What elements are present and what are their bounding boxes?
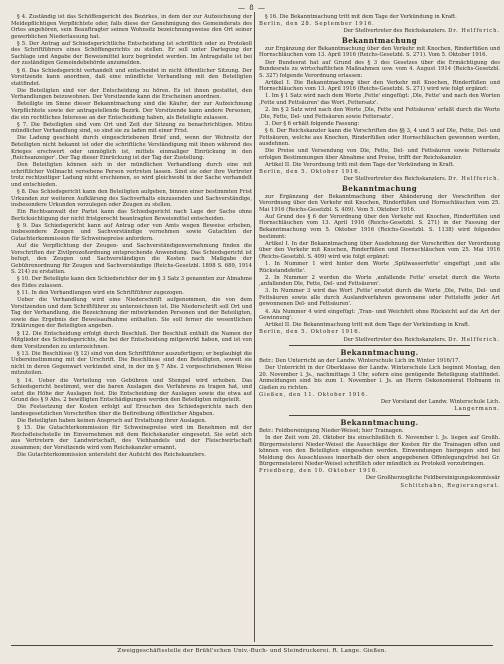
section-rule [289, 345, 470, 346]
signature [259, 337, 500, 344]
paragraph: In der Zeit vom 20. Oktober bis einschließlich 6. November l. Js. liegen auf Großh. Bürgermeisterei Nieder-Weisel die Ausschläge der Kosten für die Trainagen offen und können von den Beteiligten eingesehen werden. Einwendungen hiergegen sind bei Meldung des Ausschlusses innerhalb der oben angegebenen Offenlegungsfrist bei Gr. Bürgermeisterei Nieder-Weisel schriftlich oder mündlich zu Protokoll vorzubringen. [259, 434, 500, 468]
right-column [259, 14, 500, 640]
printer-imprint: Zweiggeschäftsstelle der Brühl'schen Univ.-Buch- und Steindruckerei. R. Lange. Gießen. [11, 645, 493, 654]
paragraph: § 16. Die Bekanntmachung tritt mit dem Tage der Verkündung in Kraft. [265, 14, 457, 20]
article: 3. In Nummer 3 wird das Wort ‚Fette' ersetzt durch die Worte ‚Dle, Fette, Del- und Fettsäuren sowie alle durch Auslandverfahren gewonnene oder Fettstoffe jeder Art gewonnenen Del- und Fettsäuren'. [259, 288, 500, 308]
paragraph: Auf die Verpflichtung der Zeugen- und Sachverständigenvernehmung finden die Vorschriften der Zivilprozeßordnung entsprechende Anwendung. Das Schiedsgericht ist befugt, den Zeugen und Sachverständigen die Kosten nach Maßgabe der Gebührenordnung für Zeugen und Sachverständige (Reichs-Gesetzbl. 1898 S. 689, 1914 S. 214) zu erstatten. [11, 243, 252, 276]
paragraph: Auf Grund des § 6 der Verordnung über den Verkehr mit Knochen, Rinderfüßen und Hornschläuchen vom 13. April 1916 (Reichs-Gesetzbl. S. 271) in der Fassung der Bekanntmachung vom 5. Oktober 1916 (Reichs-Gesetzbl. S. 1138) wird folgendes bestimmt: [259, 213, 500, 240]
column-divider [254, 12, 255, 642]
signature-name: Dr. Helfferich. [448, 336, 500, 343]
paragraph: Ueber die Verhandlung wird eine Niederschrift aufgenommen, die von dem Vorsitzenden und dem Schriftführer zu unterzeichnen ist. Die Niederschrift soll Ort und Tag der Verhandlung, die Bezeichnung der mitwirkenden Personen und der Beteiligten, sowie das Ergebnis der Beweisaufnahme enthalten. Sie soll ferner die wesentlichen Erklärungen der Beteiligten angeben. [11, 297, 252, 330]
paragraph: § 11. In den Verhandlungen wird ein Schriftführer zugezogen. [17, 290, 184, 297]
left-column [11, 14, 252, 640]
signature-office: Der Vorstand der Landw. Winterschule Lich. [380, 399, 500, 406]
place-date: Berlin, den 5. Oktober 1916. [259, 329, 362, 336]
paragraph: Der Unterricht in der Oberklasse der Landw. Winterschule Lich beginnt Montag, den 20. November l. Js., nachmittags 3 Uhr, sofern eine genügende Beteiligung stattfindet. Anmeldungen sind bis zum 1. November l. Js. an Herrn Oekonomierat Hofmann in Gießen zu richten. [259, 365, 500, 391]
article: Artikel II. Die Bekanntmachung tritt mit dem Tage der Verkündung in Kraft. [265, 322, 470, 329]
article: 1. Im § 1 Satz wird nach dem Worte ‚Fette' eingefügt: ‚Dle, Fette' und nach den Worten ‚Fette und Fettsäuren' das Wort ‚Fettersatz'. [259, 93, 500, 106]
signature [259, 28, 500, 35]
paragraph: § 14. Ueber die Verteilung von Gebühren und Stempel wird erhoben. Das Schiedsgericht bestimmt, wer die baren Auslagen des Verfahrens zu tragen hat, und setzt die Höhe der Auslagen fest. Die Entscheidung der Auslagen sowie die etwa auf Grund des § 9 Abs. 2 bewilligten Entschädigungen werden den Beteiligten mitgeteilt. [11, 377, 252, 404]
paragraph: § 8. Das Schiedsgericht kann den Beteiligten aufgeben, binnen einer bestimmten Frist Urkunden zur weiteren Aufklärung des Sachverhalts einzusenden und Sachverständige, insbesondere Urkunden vorzulegen oder Zeugen zu stellen. [11, 188, 252, 209]
place-date: Berlin, den 28. September 1916. [259, 21, 375, 28]
page-number: — 8 — [238, 4, 266, 12]
paragraph: Ein Rechtsanwalt der Partei kann das Schiedsgericht nach Lage der Sache ohne Berücksichtigung der nicht fristgerecht beantragten Beweismittel entscheiden. [11, 209, 252, 222]
announcement-heading: Bekanntmachung [341, 35, 418, 45]
announcement-heading: Bekanntmachung. [340, 417, 419, 427]
subject-line: Betr.: Den Unterricht an der Landw. Winterschule Lich im Winter 1916/17. [259, 358, 461, 365]
article: Artikel I. In der Bekanntmachung über Ausdehnung der Vorschriften der Verordnung über den Verkehr mit Knochen, Rinderfüßen und Hornschläuchen vom 25. Mai 1916 (Reichs-Gesetzbl. S. 409) wird wie folgt ergänzt: [259, 240, 500, 260]
section-rule [289, 415, 470, 416]
paragraph: § 13. Die Beschlüsse (§ 12) sind von dem Schriftführer auszufertigen; er beglaubigt die Uebereinstimmung mit der Urschrift. Die Beschlüsse sind den Beteiligten, soweit sie nicht in deren Gegenwart verkündet sind, in der im § 7 Abs. 2 vorgeschriebenen Weise mitzuteilen. [11, 350, 252, 377]
paragraph: § 12. Die Entscheidung erfolgt durch Beschluß. Der Beschluß enthält die Namen der Mitglieder des Schiedsgerichts, die bei der Entscheidung mitgewirkt haben, und ist von dem Vorsitzenden zu unterzeichnen. [11, 330, 252, 350]
place-date: Gießen, den 11. Oktober 1916. [259, 392, 369, 398]
paragraph: Beteiligte im Sinne dieser Bekanntmachung sind die Käufer, der zur Aufzeichnung Verpflichtete sowie der antragstellende Bezirk. Der Vorsitzende kann andere Personen, die ein rechtliches Interesse an der Entscheidung haben, als Beteiligte zulassen. [11, 101, 252, 121]
announcement-intro: zur Ergänzung der Bekanntmachung über den Verkehr mit Knochen, Rinderfüßen und Hornschläuchen vom 13. April 1916 (Reichs-Gesetzbl. S. 271). Vom 5. Oktober 1916. [259, 45, 500, 59]
article: 2. Im § 2 Satz wird nach den Worte ‚Dle, Fette und Fettsäuren' erfaßt durch die Worte ‚Dle, Fette, Del- und Fettsäuren sowie Fettersatz'. [259, 107, 500, 120]
subject-line: Betr.: Feldbereinigung Nieder-Weisel; hier Trainagen. [259, 427, 404, 434]
paragraph: § 10. Der Beteiligte kann den Schiedsrichter der im § 3 Satz 3 genannten zur Abnahme des Eides zulassen. [11, 276, 252, 289]
article: § 6. Der Reichskanzler kann die Vorschriften des §§ 3, 4 und 5 auf Dle, Fette, Del- und Fettsäuren, welche aus Knochen, Rinderfüßen oder Hornschläuchen gewonnen werden, ausdehnen. [259, 127, 500, 148]
paragraph: Die Festsetzung der Kosten erfolgt auf Ersuchen des Schiedsgerichts nach den landesgesetzlichen Vorschriften über die Beitreibung öffentlicher Abgaben. [11, 404, 252, 417]
signature [259, 176, 500, 183]
paragraph: § 7. Die Beteiligten sind vom Ort und Zeit der Sitzung zu benachrichtigen. Mitzu mündlicher Verhandlung sind, so sind sie zu laden mit einer Frist. [11, 121, 252, 135]
paragraph: § 4. Zuständig ist das Schöffengericht des Bezirkes, in dem der zur Aufzeichnung der Meldepflichtigen Verpflichtete oder, falls diese der Genehmigung des Gemeinderats des Ortes angehören, sein Beauftragter seinen Wohnsitz bezeichnungsweise den Ort seiner gewerblichen Niederlassung hat. [11, 14, 252, 40]
signature-office: Der Stellvertreter des Reichskanzlers. [343, 176, 447, 183]
announcement-heading: Bekanntmachung. [340, 348, 419, 358]
signature-office: Der Großherzogliche Feldbereinigungskommissär [365, 475, 500, 482]
paragraph: Die Beteiligten sind vor der Entscheidung zu hören. Es ist ihnen gestattet, den Verhandlungen beizuwohnen. Der Vorsitzende kann die Erscheinen anordnen. [11, 87, 252, 101]
article: Artikel II. Die Verordnung tritt mit dem Tage der Verkündung in Kraft. [265, 161, 455, 168]
paragraph: § 6. Das Schiedsgericht verhandelt und entscheidet in nicht öffentlicher Sitzung. Der Vorsitzende kann anordnen, daß eine mündliche Verhandlung mit den Beteiligten stattfindet. [11, 67, 252, 87]
signature-office: Der Stellvertreter des Reichskanzlers. [343, 336, 447, 343]
article: 4. Als Nummer 4 wird eingefügt: ‚Tran- und Weichfett ohne Rücksicht auf die Art der Gewinnung'. [259, 308, 500, 322]
article: 2. In Nummer 2 werden die Worte ‚anfallende Fette' ersetzt durch die Worte ‚anfallenden Dle, Fette, Del- und Fettsäuren'. [259, 274, 500, 288]
paragraph: § 5. Der Antrag auf Schiedsgerichtliche Entscheidung ist schriftlich oder zu Protokoll des Schriftführers eines Schöffengerichts zu stellen. Er soll unter Darlegung der Sachlage und Angabe der Beweismittel kurz begründet werden. Im Antragsfalle ist bei der zuständigen Gemeindebehörde anzumelden. [11, 40, 252, 67]
signature-name: Langermann. [454, 406, 500, 413]
paragraph: Die Ladung geschieht durch eingeschriebenen Brief und, wenn der Wohnsitz der Beteiligten nicht bekannt ist oder die schriftliche Verständigung mit ihnen während des Krieges erschwert oder unmöglich ist, mittels einmaliger Einrückung in den ‚Reichsanzeiger'. Der Tag dieser Einrückung ist der Tag der Zustellung. [11, 135, 252, 162]
article: 1. In Nummer 1 wird hinter dem Worte ‚Spülwasserfette' eingefügt ‚und alle Rückstandsfette'. [259, 260, 500, 274]
article: 3. Der § 6 erhält folgende Fassung: [265, 120, 360, 127]
paragraph: Der Bundesrat hat auf Grund des § 3 des Gesetzes über die Ermächtigung des Bundesrats zu wirtschaftlichen Maßnahmen usw. vom 4. August 1914 (Reichs-Gesetzbl. S. 327) folgende Verordnung erlassen: [259, 59, 500, 79]
announcement-heading: Bekanntmachung [341, 183, 418, 193]
article: Die Preise und Versendung von Dle, Fette, Del- und Fettsäuren sowie Fettersatz erfolgen Bestimmungen über Abnahme und Preise, trifft der Reichskanzler. [259, 148, 500, 161]
article: Artikel I. Die Bekanntmachung über den Verkehr mit Knochen, Rinderfüßen und Hornschläuchen vom 13. April 1916 (Reichs-Gesetzbl. S. 271) wird wie folgt ergänzt: [259, 79, 500, 93]
signature-name: Dr. Helfferich. [448, 176, 500, 183]
place-date: Friedberg, den 10. Oktober 1916. [259, 468, 379, 475]
paragraph: Die Beteiligten haben keinen Anspruch auf Erstattung ihrer Auslagen. [17, 418, 207, 425]
signature-name: Schlitzhahn, Regierungsrat. [400, 482, 500, 489]
paragraph: § 9. Das Schiedsgericht kann auf Antrag oder von Amts wegen Beweise erheben, insbesondere Zeugen und Sachverständige vernehmen sowie Gutachten der Gutachterkommission für Schweinepreise anfordern. [11, 222, 252, 242]
paragraph: Den Beteiligten können sich in der mündlichen Verhandlung durch eine mit schriftlicher Vollmacht versehene Person vertreten lassen. Sind sie oder ihre Vertreter trotz rechtzeitiger Ladung nicht erschienen, so wird gleichwohl in der Sache verhandelt und entschieden. [11, 162, 252, 188]
announcement-intro: zur Ergänzung der Bekanntmachung über Abänderung der Vorschriften der Verordnung über den Verkehr mit Knochen, Rinderfüßen und Hornschläuchen vom 25. Mai 1916 (Reichs-Gesetzbl. S. 409). Vom 5. Oktober 1916. [259, 193, 500, 213]
paragraph: Die Gutachterkommission untersteht der Aufsicht des Reichskanzlers. [17, 452, 206, 459]
signature-office: Der Stellvertreter des Reichskanzlers. [343, 28, 447, 35]
signature-name: Dr. Helfferich. [448, 28, 500, 35]
place-date: Berlin, den 5. Oktober 1916. [259, 169, 362, 176]
paragraph: § 15. Die Gutachterkommission für Schweinepreise wird im Benehmen mit der Reichsfleischstelle im Einvernehmen mit dem Reichskanzler eingesetzt. Sie setzt sich aus Vertretern der Landwirtschaft, des Viehhandels und der Fleischwirtschaft zusammen; der Vorsitzende wird vom Reichskanzler ernannt. [11, 425, 252, 451]
